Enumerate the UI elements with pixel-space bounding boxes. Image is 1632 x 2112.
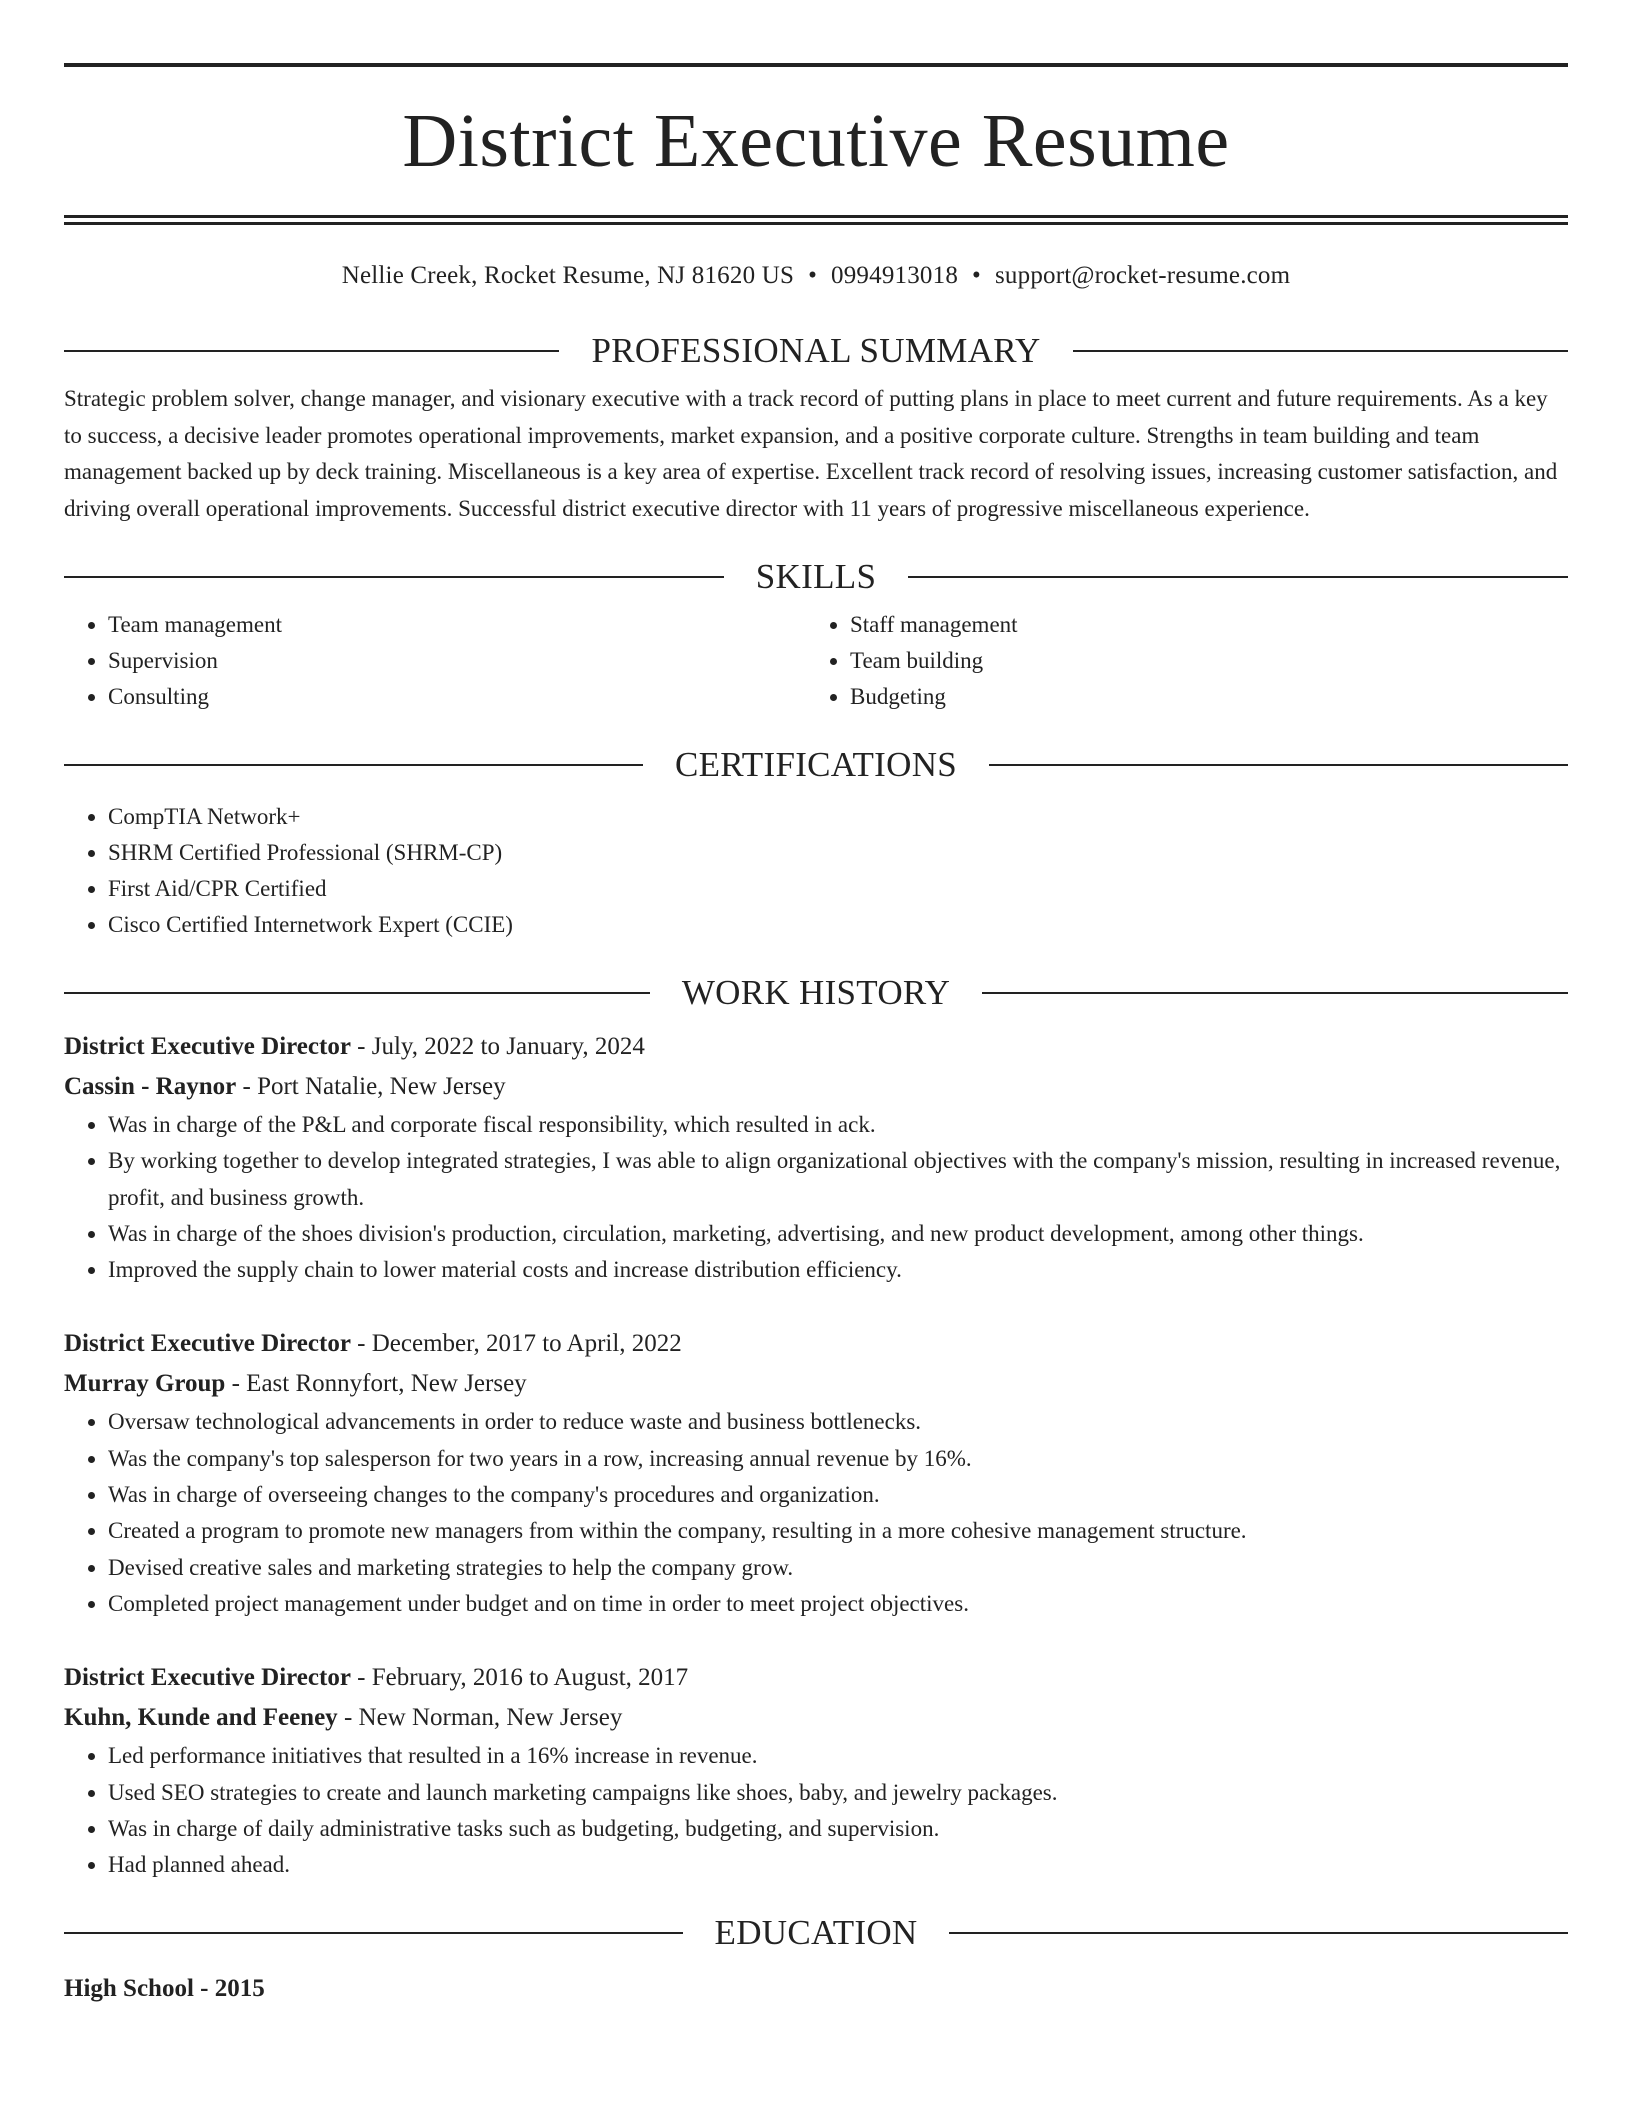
job-location: East Ronnyfort, New Jersey — [246, 1370, 527, 1398]
contact-separator: • — [808, 262, 818, 289]
job-bullets — [64, 1738, 1568, 1883]
section-header-summary — [64, 331, 1568, 371]
job-bullet: • Created a program to promote new managers from within the company, resulting in a more cohesive management structure. — [108, 1513, 1568, 1549]
section-header-education — [64, 1913, 1568, 1953]
skills-column-left — [64, 607, 806, 715]
job-entry — [64, 1658, 1568, 1883]
job-bullet: • Was the company's top salesperson for two years in a row, increasing annual revenue by 16%. — [108, 1441, 1568, 1477]
job-bullet: • Was in charge of the P&L and corporate fiscal responsibility, which resulted in ack. — [108, 1107, 1568, 1143]
section-header-certifications — [64, 745, 1568, 785]
job-bullet: • Improved the supply chain to lower material costs and increase distribution efficiency. — [108, 1252, 1568, 1288]
job-bullet: • By working together to develop integrated strategies, I was able to align organizational objectives with the company's mission, resulting in increased revenue, profit, and business growth. — [108, 1143, 1568, 1216]
skill-item: • Team building — [850, 643, 1548, 679]
section-rule-left — [64, 764, 643, 766]
job-bullet: • Devised creative sales and marketing strategies to help the company grow. — [108, 1550, 1568, 1586]
contact-line — [64, 261, 1568, 291]
job-company: Murray Group — [64, 1370, 226, 1398]
summary-text: Strategic problem solver, change manager, and visionary executive with a track record of putting plans in place to meet current and future requirements. As a key to success, a decisive leader promotes operational improvements, market expansion, and a positive corporate culture. Strengths in team building and team management backed up by deck training. Miscellaneous is a key area of expertise. Excellent track record of resolving issues, increasing customer satisfaction, and driving overall operational improvements. Successful district executive director with 11 years of progressive miscellaneous experience. — [64, 386, 1558, 521]
job-title-line: District Executive Director - February, 2016 to August, 2017 — [64, 1664, 689, 1692]
job-bullet: • Completed project management under budget and on time in order to meet project objectives. — [108, 1586, 1568, 1622]
section-header-skills — [64, 557, 1568, 597]
section-header-work-history — [64, 973, 1568, 1013]
section-rule-left — [64, 1932, 683, 1934]
job-bullet: • Was in charge of overseeing changes to the company's procedures and organization. — [108, 1477, 1568, 1513]
certification-item: • CompTIA Network+ — [108, 799, 1568, 835]
skills-list — [64, 607, 1568, 715]
job-bullets — [64, 1107, 1568, 1288]
section-rule-right — [1073, 350, 1568, 352]
section-rule-left — [64, 350, 559, 352]
contact-separator: • — [972, 262, 981, 289]
job-bullet: • Used SEO strategies to create and launch marketing campaigns like shoes, baby, and jewelry packages. — [108, 1775, 1568, 1811]
resume-page — [64, 0, 1568, 2009]
skill-item: • Staff management — [850, 607, 1548, 643]
job-bullet: • Oversaw technological advancements in order to reduce waste and business bottlenecks. — [108, 1404, 1568, 1440]
job-company-line: Cassin - Raynor - Port Natalie, New Jersey — [64, 1073, 506, 1100]
certification-item: • SHRM Certified Professional (SHRM-CP) — [108, 835, 1568, 871]
skill-item: • Budgeting — [850, 679, 1548, 715]
job-dates: December, 2017 to April, 2022 — [371, 1330, 682, 1358]
section-title-summary: PROFESSIONAL SUMMARY — [591, 331, 1041, 370]
page-title: District Executive Resume — [402, 99, 1230, 183]
job-bullet: • Was in charge of the shoes division's production, circulation, marketing, advertising, and new product development, among other things. — [108, 1216, 1568, 1252]
job-bullets — [64, 1404, 1568, 1622]
contact-phone: 0994913018 — [831, 262, 959, 289]
job-entry — [64, 1027, 1568, 1288]
section-rule-left — [64, 576, 724, 578]
job-dates: July, 2022 to January, 2024 — [371, 1033, 645, 1060]
job-bullet: • Was in charge of daily administrative tasks such as budgeting, budgeting, and supervision. — [108, 1811, 1568, 1847]
section-rule-left — [64, 992, 650, 994]
education-entry: High School - 2015 — [64, 1975, 265, 2003]
job-title-line: District Executive Director - July, 2022 to January, 2024 — [64, 1033, 645, 1060]
job-title-line: District Executive Director - December, 2017 to April, 2022 — [64, 1330, 682, 1358]
section-rule-right — [949, 1932, 1568, 1934]
top-rule — [64, 63, 1568, 67]
job-title: District Executive Director — [64, 1033, 351, 1060]
section-rule-right — [908, 576, 1568, 578]
title-double-rule — [64, 215, 1568, 225]
job-bullet: • Led performance initiatives that resulted in a 16% increase in revenue. — [108, 1738, 1568, 1774]
job-location: New Norman, New Jersey — [358, 1704, 623, 1732]
section-title-education: EDUCATION — [714, 1913, 918, 1953]
job-company: Cassin - Raynor — [64, 1073, 237, 1100]
job-location: Port Natalie, New Jersey — [257, 1073, 506, 1100]
certification-item: • First Aid/CPR Certified — [108, 871, 1568, 907]
section-rule-right — [982, 992, 1568, 994]
certification-item: • Cisco Certified Internetwork Expert (CCIE) — [108, 907, 1568, 943]
job-company-line: Kuhn, Kunde and Feeney - New Norman, New Jersey — [64, 1704, 623, 1732]
job-dates: February, 2016 to August, 2017 — [371, 1664, 689, 1692]
job-company: Kuhn, Kunde and Feeney — [64, 1704, 338, 1732]
job-bullet: • Had planned ahead. — [108, 1847, 1568, 1883]
job-company-line: Murray Group - East Ronnyfort, New Jersey — [64, 1370, 527, 1398]
section-title-work-history: WORK HISTORY — [681, 973, 951, 1012]
skills-column-right — [806, 607, 1548, 715]
contact-email: support@rocket-resume.com — [994, 262, 1291, 289]
section-title-certifications: CERTIFICATIONS — [674, 745, 958, 784]
job-title: District Executive Director — [64, 1664, 351, 1692]
skill-item: • Team management — [108, 607, 806, 643]
job-entry — [64, 1324, 1568, 1622]
skill-item: • Supervision — [108, 643, 806, 679]
certifications-list — [64, 799, 1568, 943]
skill-item: • Consulting — [108, 679, 806, 715]
job-title: District Executive Director — [64, 1330, 351, 1358]
section-rule-right — [989, 764, 1568, 766]
contact-address: Nellie Creek, Rocket Resume, NJ 81620 US — [341, 262, 795, 289]
section-title-skills: SKILLS — [755, 557, 877, 596]
